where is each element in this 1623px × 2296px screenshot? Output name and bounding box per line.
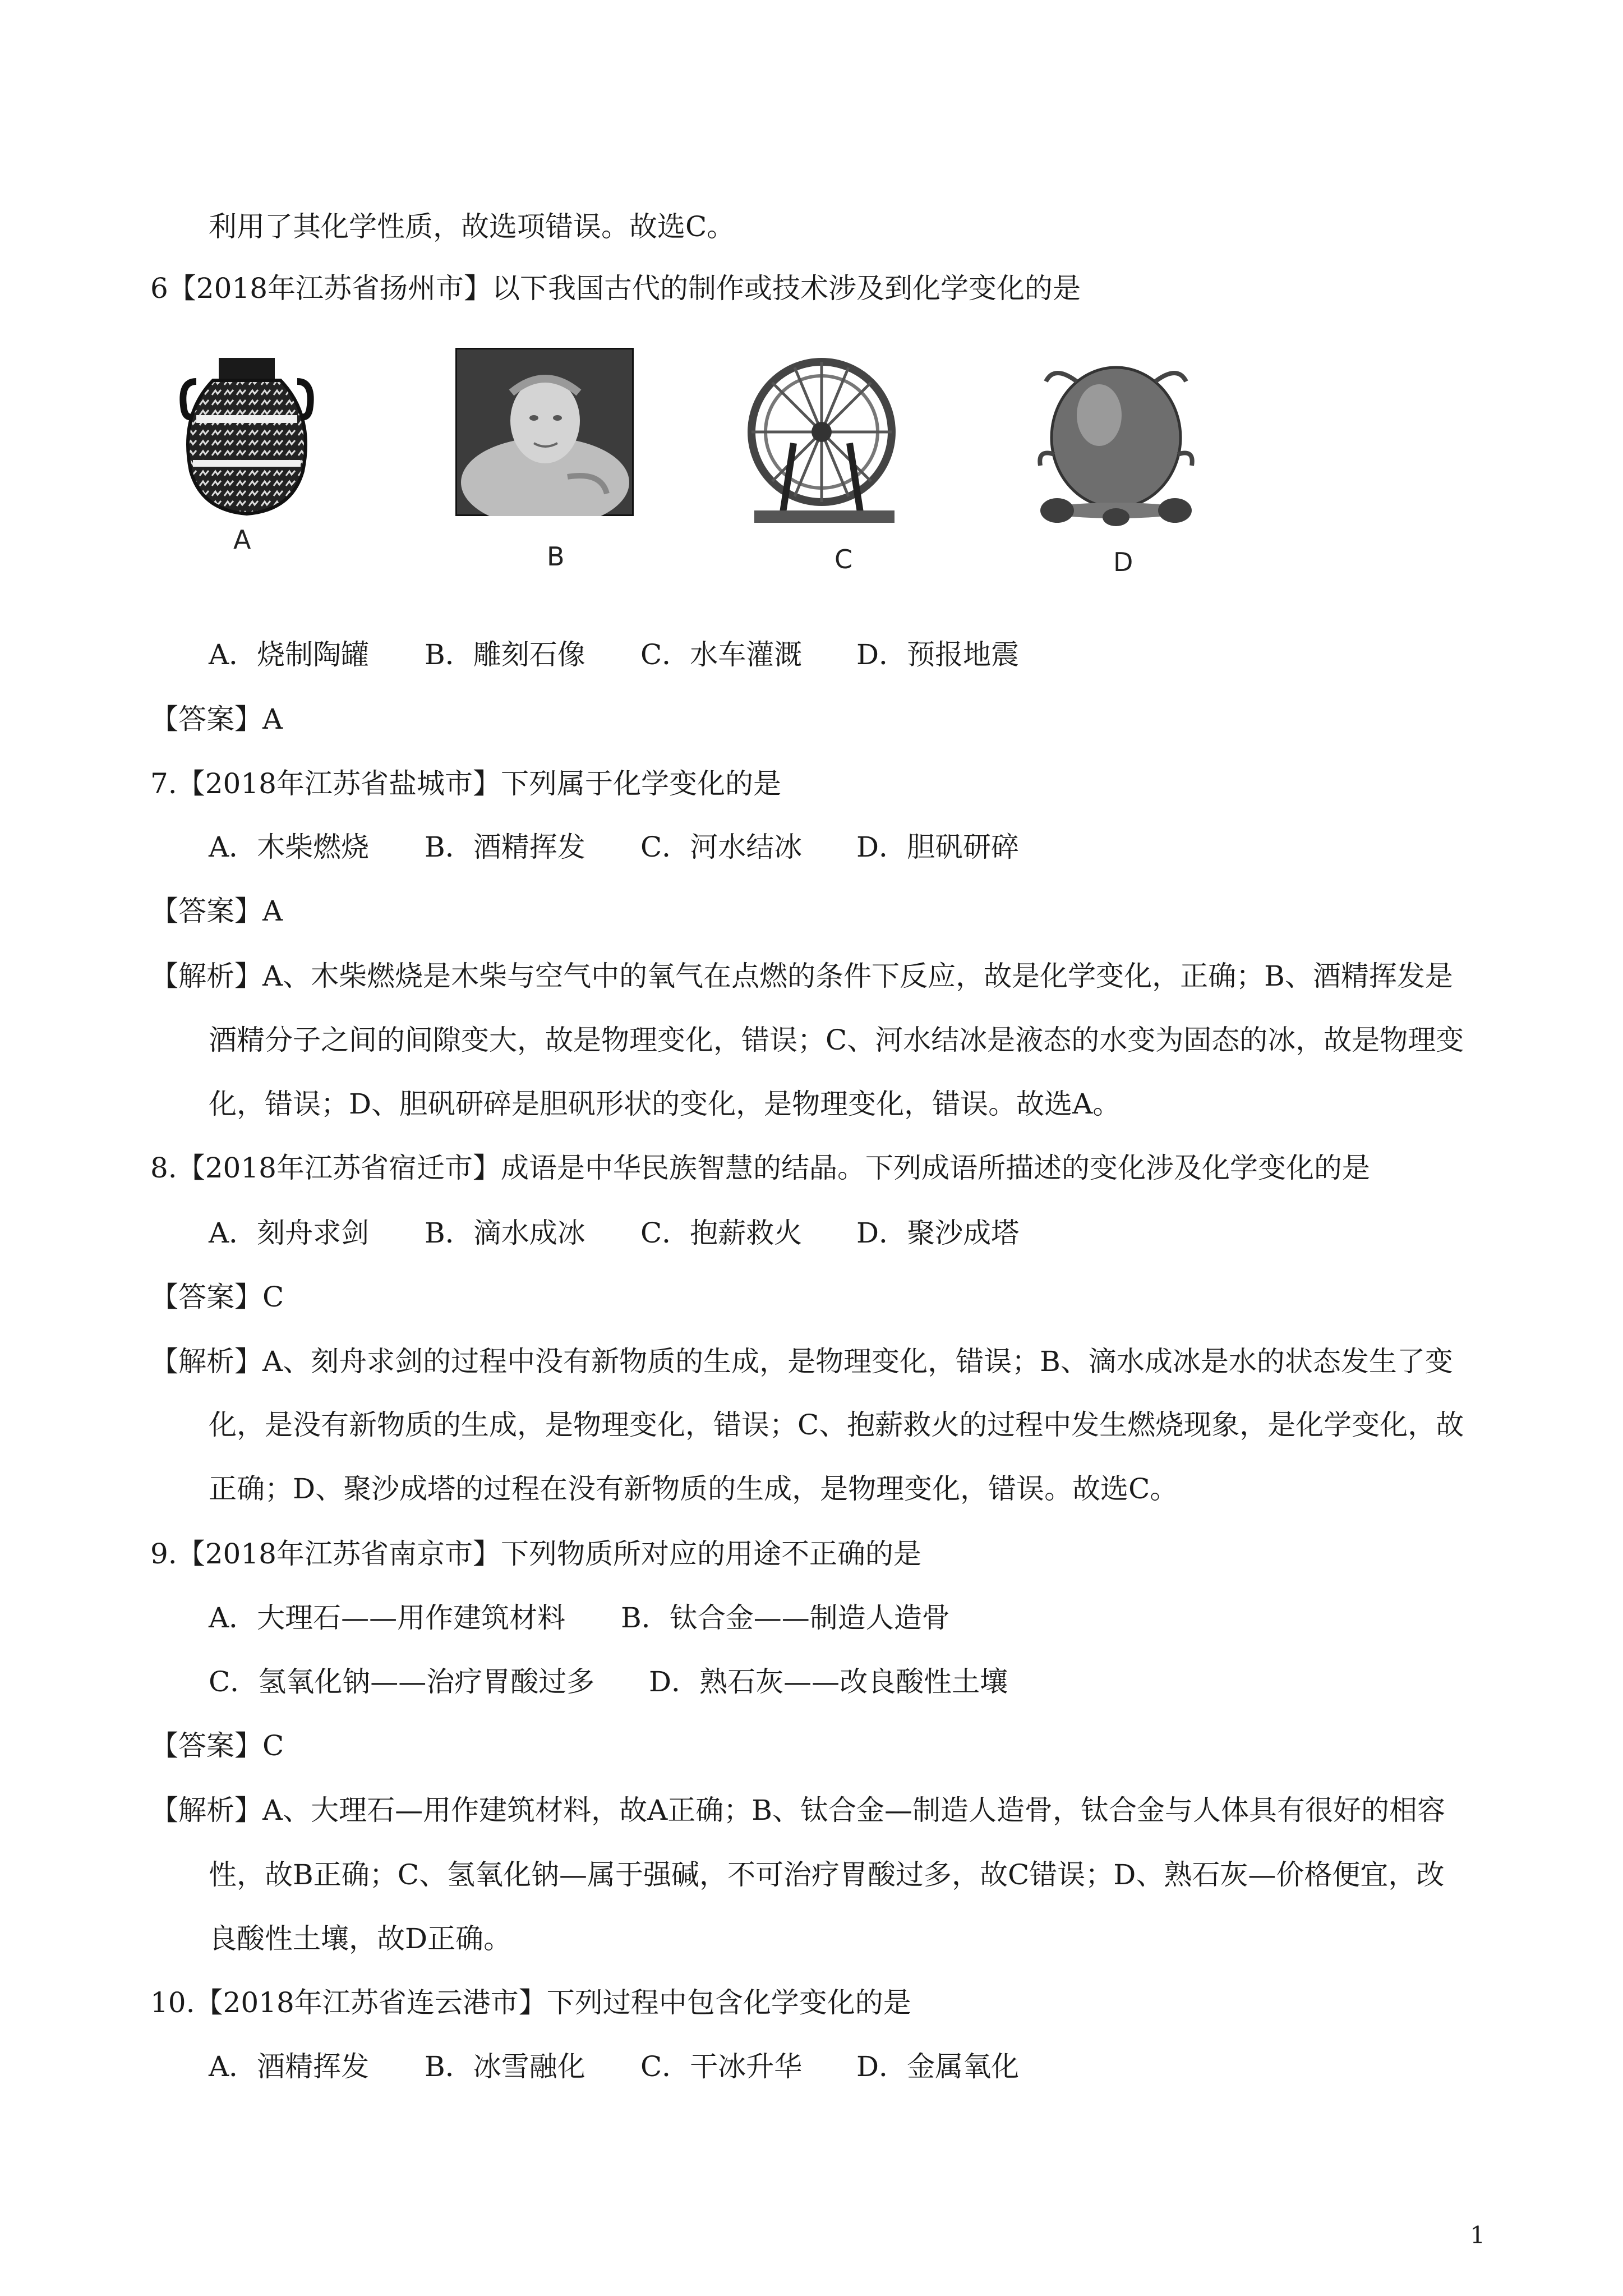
q9-stem: 9.【2018年江苏省南京市】下列物质所对应的用途不正确的是 [150,1538,921,1570]
q9-option-c: C．氢氧化钠——治疗胃酸过多 [209,1665,595,1698]
seismoscope-image [1015,342,1217,527]
q10-option-a: A．酒精挥发 [209,2050,370,2083]
q8-analysis-line-2: 化，是没有新物质的生成，是物理变化，错误；C、抱薪救火的过程中发生燃烧现象，是化学变化，故 [209,1409,1464,1441]
q7-option-a: A．木柴燃烧 [209,831,370,863]
q9-options-row-2 [209,1664,1008,1700]
q8-option-a: A．刻舟求剑 [209,1217,370,1249]
pottery-jar-image [174,348,320,527]
q9-option-d: D．熟石灰——改良酸性土壤 [649,1665,1008,1698]
q6-option-a: A．烧制陶罐 [209,638,370,671]
q8-option-b: B．滴水成冰 [425,1217,585,1249]
q9-analysis-line-3: 良酸性土壤，故D正确。 [209,1922,512,1955]
q7-stem: 7.【2018年江苏省盐城市】下列属于化学变化的是 [150,767,781,800]
q7-answer: 【答案】A [150,895,283,927]
figure-label-c: C [834,544,853,574]
q10-stem: 10.【2018年江苏省连云港市】下列过程中包含化学变化的是 [150,1986,911,2019]
q10-option-c: C．干冰升华 [640,2050,803,2083]
q9-answer: 【答案】C [150,1729,284,1762]
q8-options [209,1215,1019,1251]
q6-options [209,637,1019,673]
q10-option-b: B．冰雪融化 [425,2050,585,2083]
q8-answer: 【答案】C [150,1281,284,1313]
figure-label-b: B [547,541,565,572]
q9-analysis-line-2: 性，故B正确；C、氢氧化钠—属于强碱，不可治疗胃酸过多，故C错误；D、熟石灰—价格便宜，改 [209,1858,1445,1891]
q6-stem: 6【2018年江苏省扬州市】以下我国古代的制作或技术涉及到化学变化的是 [150,272,1081,305]
q6-option-d: D．预报地震 [856,638,1020,671]
q7-analysis-line-3: 化，错误；D、胆矾研碎是胆矾形状的变化，是物理变化，错误。故选A。 [209,1088,1121,1120]
page-number: 1 [1470,2221,1485,2249]
q8-stem: 8.【2018年江苏省宿迁市】成语是中华民族智慧的结晶。下列成语所描述的变化涉及化学变化的是 [150,1152,1370,1184]
figure-label-d: D [1113,547,1133,577]
q9-options-row-1 [209,1600,950,1636]
q8-option-d: D．聚沙成塔 [856,1217,1020,1249]
q8-analysis-line-3: 正确；D、聚沙成塔的过程在没有新物质的生成，是物理变化，错误。故选C。 [209,1473,1178,1505]
q8-analysis-line-1: 【解析】A、刻舟求剑的过程中没有新物质的生成，是物理变化，错误；B、滴水成冰是水的状态发生了变 [150,1345,1453,1378]
q9-analysis-line-1: 【解析】A、大理石—用作建筑材料，故A正确；B、钛合金—制造人造骨，钛合金与人体具有很好的相容 [150,1794,1445,1826]
intro-line: 利用了其化学性质，故选项错误。故选C。 [209,210,735,243]
q9-option-a: A．大理石——用作建筑材料 [209,1602,566,1634]
q7-analysis-line-2: 酒精分子之间的间隙变大，故是物理变化，错误；C、河水结冰是液态的水变为固态的冰，故是物理变 [209,1024,1464,1056]
q6-option-b: B．雕刻石像 [425,638,585,671]
q7-option-b: B．酒精挥发 [425,831,585,863]
figure-label-a: A [233,524,251,555]
q6-answer: 【答案】A [150,703,283,735]
stone-statue-image [455,348,634,516]
q6-option-c: C．水车灌溉 [640,638,803,671]
q7-option-c: C．河水结冰 [640,831,803,863]
q9-option-b: B．钛合金——制造人造骨 [621,1602,950,1634]
q10-options [209,2049,1019,2085]
q7-options [209,829,1019,865]
q10-option-d: D．金属氧化 [856,2050,1020,2083]
q8-option-c: C．抱薪救火 [640,1217,803,1249]
q7-option-d: D．胆矾研碎 [856,831,1020,863]
water-wheel-image [737,348,906,527]
q7-analysis-line-1: 【解析】A、木柴燃烧是木柴与空气中的氧气在点燃的条件下反应，故是化学变化，正确；B、酒精挥发是 [150,960,1453,992]
